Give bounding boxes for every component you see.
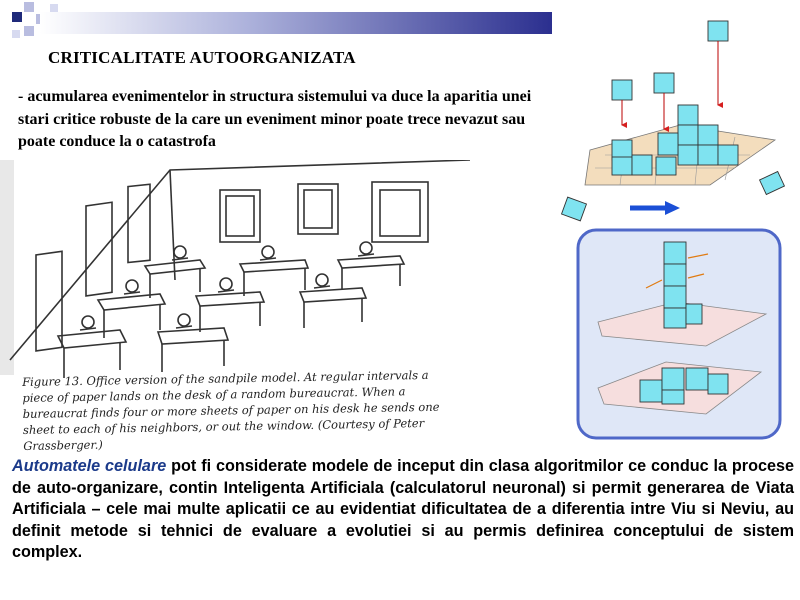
body-text: pot fi considerate modele de inceput din clasa algoritmilor ce conduc la procese de auto-organizare, contin Inteligenta Artificiala (calculatorul neuronal) si permit generarea de Viata Artificiala – cele mai multe aplicatii ce au evidentiat dificultatea de a diferentia intre Viu si Neviu, au definit metode si tehnici de evaluare a evolutiei si au permis definirea conceptului de sistem complex. [12, 457, 794, 561]
slide-title: CRITICALITATE AUTOORGANIZATA [48, 48, 356, 67]
figure-caption: Figure 13. Office version of the sandpile model. At regular intervals a piece of paper lands on the desk of a random bureaucrat. When a bureaucrat finds four or more sheets of paper on his desk he sends one sheet to each of his neighbors, or out the window. (Courtesy of Peter Grassberger.) [22, 367, 440, 453]
sandpile-avalanche-figure [576, 228, 782, 440]
body-paragraph [12, 456, 794, 564]
bullet-text: - acumularea evenimentelor in structura sistemului va duce la aparitia unei stari critice robuste de la care un eveniment minor poate trece nevazut sau poate conduce la o catastrofa [18, 88, 532, 150]
body-emphasis: Automatele celulare [12, 457, 167, 475]
sandpile-cube-figure [550, 5, 790, 227]
header-gradient-bar [40, 12, 552, 34]
